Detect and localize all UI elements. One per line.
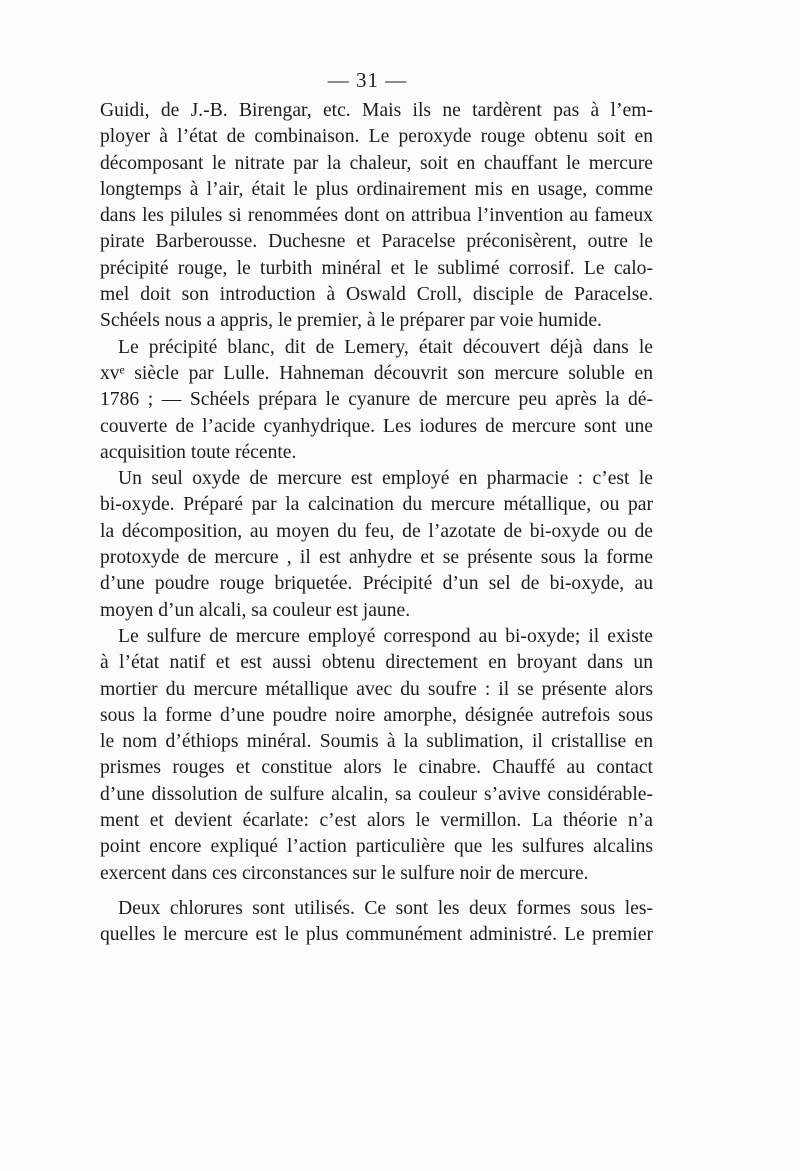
text-line: dans les pilules si renommées dont on attribua l’invention au fameux — [100, 205, 653, 227]
text-line: 1786 ; — Schéels prépara le cyanure de mercure peu après la dé- — [100, 389, 653, 411]
text-line: longtemps à l’air, était le plus ordinairement mis en usage, comme — [100, 178, 653, 200]
page-number: — 31 — — [327, 68, 408, 92]
text-line: Le sulfure de mercure employé correspond au bi-oxyde; il existe — [118, 625, 653, 647]
text-line: Le précipité blanc, dit de Lemery, était découvert déjà dans le — [118, 336, 653, 358]
text-line: le nom d’éthiops minéral. Soumis à la sublimation, il cristallise en — [100, 731, 653, 753]
body-text — [100, 98, 653, 949]
text-line: acquisition toute récente. — [100, 441, 297, 463]
text-line: moyen d’un alcali, sa couleur est jaune. — [100, 599, 411, 621]
paragraph — [100, 335, 653, 466]
text-line: ployer à l’état de combinaison. Le peroxyde rouge obtenu soit en — [100, 126, 653, 148]
text-line: Schéels nous a appris, le premier, à le préparer par voie humide. — [100, 310, 602, 332]
paragraph — [100, 466, 653, 624]
text-line: pirate Barberousse. Duchesne et Paracelse préconisèrent, outre le — [100, 231, 653, 253]
text-line: ment et devient écarlate: c’est alors le vermillon. La théorie n’a — [100, 810, 653, 832]
text-line: couverte de l’acide cyanhydrique. Les iodures de mercure sont une — [100, 415, 653, 437]
text-line: quelles le mercure est le plus communément administré. Le premier — [100, 924, 653, 946]
text-line: à l’état natif et est aussi obtenu directement en broyant dans un — [100, 652, 653, 674]
text-line: prismes rouges et constitue alors le cinabre. Chauffé au contact — [100, 757, 653, 779]
text-line: protoxyde de mercure , il est anhydre et se présente sous la forme — [100, 547, 653, 569]
text-line: exercent dans ces circonstances sur le sulfure noir de mercure. — [100, 862, 589, 884]
paragraph — [100, 896, 653, 949]
text-line: Guidi, de J.-B. Birengar, etc. Mais ils ne tardèrent pas à l’em- — [100, 100, 653, 121]
text-line: mel doit son introduction à Oswald Croll, disciple de Paracelse. — [100, 284, 653, 306]
paragraph — [100, 98, 653, 335]
text-line: Deux chlorures sont utilisés. Ce sont les deux formes sous les- — [118, 897, 653, 919]
paragraph-gap — [100, 887, 653, 896]
text-line: Un seul oxyde de mercure est employé en pharmacie : c’est le — [118, 468, 653, 490]
text-line: précipité rouge, le turbith minéral et le sublimé corrosif. Le calo- — [100, 257, 653, 279]
paragraph — [100, 624, 653, 887]
text-line: la décomposition, au moyen du feu, de l’azotate de bi-oxyde ou de — [100, 520, 653, 542]
text-line: mortier du mercure métallique avec du soufre : il se présente alors — [100, 678, 653, 700]
text-line: d’une dissolution de sulfure alcalin, sa couleur s’avive considérable- — [100, 783, 653, 805]
text-line: sous la forme d’une poudre noire amorphe, désignée autrefois sous — [100, 704, 653, 726]
text-line: bi-oxyde. Préparé par la calcination du mercure métallique, ou par — [100, 494, 653, 516]
text-line: point encore expliqué l’action particulière que les sulfures alcalins — [100, 836, 653, 858]
text-line: décomposant le nitrate par la chaleur, soit en chauffant le mercure — [100, 152, 653, 174]
text-line: d’une poudre rouge briquetée. Précipité d’un sel de bi-oxyde, au — [100, 573, 653, 595]
text-line: xvᵉ siècle par Lulle. Hahneman découvrit son mercure soluble en — [100, 362, 653, 384]
